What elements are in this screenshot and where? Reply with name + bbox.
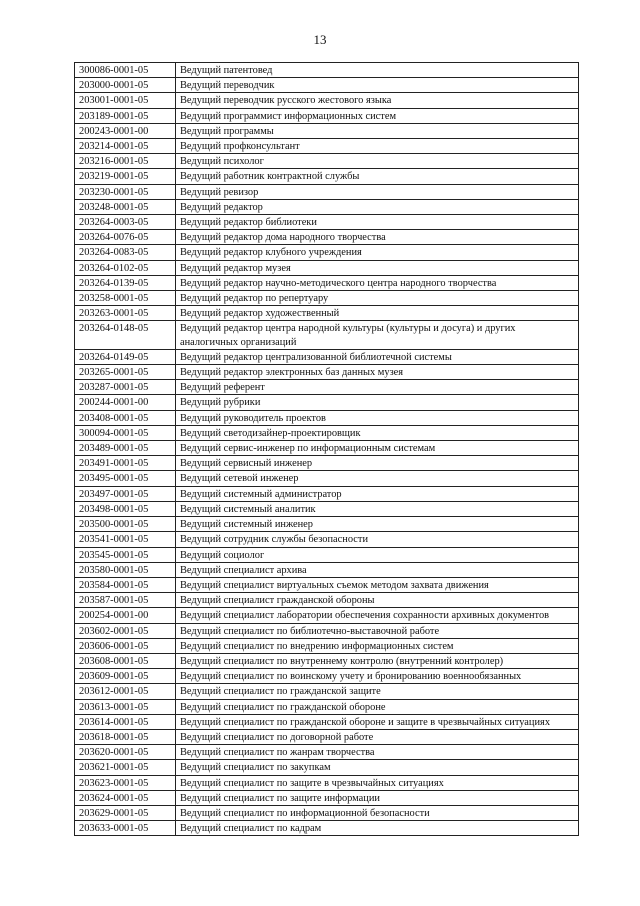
table-row <box>75 593 579 608</box>
occupation-code: 203545-0001-05 <box>75 547 176 562</box>
occupation-title: Ведущий рубрики <box>176 395 579 410</box>
table-row <box>75 260 579 275</box>
table-row <box>75 653 579 668</box>
table-row <box>75 608 579 623</box>
occupation-title: Ведущий ревизор <box>176 184 579 199</box>
occupation-code: 203219-0001-05 <box>75 169 176 184</box>
occupation-code: 200244-0001-00 <box>75 395 176 410</box>
occupation-title: Ведущий системный администратор <box>176 486 579 501</box>
table-row <box>75 729 579 744</box>
table-row <box>75 471 579 486</box>
occupation-title: Ведущий специалист лаборатории обеспечения сохранности архивных документов <box>176 608 579 623</box>
occupation-code: 203541-0001-05 <box>75 532 176 547</box>
table-row <box>75 714 579 729</box>
occupation-title: Ведущий сетевой инженер <box>176 471 579 486</box>
table-row <box>75 456 579 471</box>
occupation-title: Ведущий специалист архива <box>176 562 579 577</box>
occupation-code: 203264-0139-05 <box>75 275 176 290</box>
occupation-code: 203613-0001-05 <box>75 699 176 714</box>
occupation-title: Ведущий редактор научно-методического центра народного творчества <box>176 275 579 290</box>
occupation-code: 203263-0001-05 <box>75 306 176 321</box>
table-row <box>75 441 579 456</box>
table-row <box>75 638 579 653</box>
occupation-code: 203489-0001-05 <box>75 441 176 456</box>
occupation-title: Ведущий специалист по жанрам творчества <box>176 745 579 760</box>
occupation-code: 203623-0001-05 <box>75 775 176 790</box>
occupation-code: 203258-0001-05 <box>75 291 176 306</box>
occupation-code: 203614-0001-05 <box>75 714 176 729</box>
occupation-title: Ведущий системный инженер <box>176 517 579 532</box>
occupation-title: Ведущий специалист гражданской обороны <box>176 593 579 608</box>
occupation-title: Ведущий редактор <box>176 199 579 214</box>
occupation-title: Ведущий руководитель проектов <box>176 410 579 425</box>
occupation-code: 203264-0083-05 <box>75 245 176 260</box>
occupation-title: Ведущий редактор центра народной культуры (культуры и досуга) и других аналогичных организаций <box>176 321 579 349</box>
occupation-code: 203602-0001-05 <box>75 623 176 638</box>
occupation-code: 203189-0001-05 <box>75 108 176 123</box>
occupation-title: Ведущий редактор дома народного творчества <box>176 230 579 245</box>
occupation-code: 203612-0001-05 <box>75 684 176 699</box>
table-row <box>75 760 579 775</box>
occupation-code: 203216-0001-05 <box>75 154 176 169</box>
occupation-title: Ведущий работник контрактной службы <box>176 169 579 184</box>
occupation-title: Ведущий специалист по библиотечно-выставочной работе <box>176 623 579 638</box>
occupation-title: Ведущий специалист по внутреннему контролю (внутренний контролер) <box>176 653 579 668</box>
occupation-title: Ведущий сервис-инженер по информационным системам <box>176 441 579 456</box>
occupation-title: Ведущий психолог <box>176 154 579 169</box>
occupation-code: 300086-0001-05 <box>75 63 176 78</box>
table-row <box>75 184 579 199</box>
occupation-code: 203608-0001-05 <box>75 653 176 668</box>
occupation-code: 203248-0001-05 <box>75 199 176 214</box>
table-row <box>75 78 579 93</box>
table-body <box>75 63 579 836</box>
table-row <box>75 349 579 364</box>
occupation-title: Ведущий сотрудник службы безопасности <box>176 532 579 547</box>
table-row <box>75 577 579 592</box>
occupation-code: 203264-0003-05 <box>75 215 176 230</box>
occupation-title: Ведущий системный аналитик <box>176 501 579 516</box>
occupation-code: 203497-0001-05 <box>75 486 176 501</box>
occupation-title: Ведущий патентовед <box>176 63 579 78</box>
occupation-title: Ведущий специалист по гражданской обороне <box>176 699 579 714</box>
occupation-code: 203264-0102-05 <box>75 260 176 275</box>
occupation-title: Ведущий специалист по информационной безопасности <box>176 805 579 820</box>
occupation-code: 203214-0001-05 <box>75 139 176 154</box>
occupation-title: Ведущий специалист по гражданской защите <box>176 684 579 699</box>
occupation-code: 203495-0001-05 <box>75 471 176 486</box>
occupation-code: 203633-0001-05 <box>75 821 176 836</box>
occupation-code: 203000-0001-05 <box>75 78 176 93</box>
table-row <box>75 745 579 760</box>
occupation-code: 203498-0001-05 <box>75 501 176 516</box>
table-row <box>75 669 579 684</box>
page-number: 13 <box>313 32 327 47</box>
table-row <box>75 306 579 321</box>
occupation-title: Ведущий специалист виртуальных съемок методом захвата движения <box>176 577 579 592</box>
table-row <box>75 123 579 138</box>
occupation-code: 203491-0001-05 <box>75 456 176 471</box>
occupation-code: 203580-0001-05 <box>75 562 176 577</box>
table-row <box>75 230 579 245</box>
occupation-title: Ведущий специалист по защите в чрезвычайных ситуациях <box>176 775 579 790</box>
occupation-title: Ведущий специалист по кадрам <box>176 821 579 836</box>
occupation-title: Ведущий редактор клубного учреждения <box>176 245 579 260</box>
occupation-code: 200254-0001-00 <box>75 608 176 623</box>
table-row <box>75 486 579 501</box>
table-row <box>75 215 579 230</box>
table-row <box>75 365 579 380</box>
table-row <box>75 790 579 805</box>
occupation-title: Ведущий специалист по закупкам <box>176 760 579 775</box>
table-row <box>75 321 579 349</box>
occupation-title: Ведущий специалист по воинскому учету и бронированию военнообязанных <box>176 669 579 684</box>
table-row <box>75 108 579 123</box>
table-row <box>75 395 579 410</box>
occupation-title: Ведущий программы <box>176 123 579 138</box>
table-row <box>75 547 579 562</box>
occupation-title: Ведущий редактор централизованной библиотечной системы <box>176 349 579 364</box>
occupation-code: 203587-0001-05 <box>75 593 176 608</box>
table-row <box>75 63 579 78</box>
table-row <box>75 821 579 836</box>
occupation-title: Ведущий редактор художественный <box>176 306 579 321</box>
occupation-title: Ведущий специалист по внедрению информационных систем <box>176 638 579 653</box>
occupation-code: 203230-0001-05 <box>75 184 176 199</box>
table-row <box>75 805 579 820</box>
table-row <box>75 532 579 547</box>
occupation-title: Ведущий переводчик русского жестового языка <box>176 93 579 108</box>
occupation-title: Ведущий редактор музея <box>176 260 579 275</box>
occupation-code: 203609-0001-05 <box>75 669 176 684</box>
occupation-code: 203264-0076-05 <box>75 230 176 245</box>
occupation-title: Ведущий специалист по защите информации <box>176 790 579 805</box>
table-row <box>75 139 579 154</box>
occupation-code: 300094-0001-05 <box>75 425 176 440</box>
occupation-code: 203408-0001-05 <box>75 410 176 425</box>
occupation-code: 203620-0001-05 <box>75 745 176 760</box>
occupation-code: 203265-0001-05 <box>75 365 176 380</box>
occupation-title: Ведущий программист информационных систем <box>176 108 579 123</box>
table-row <box>75 291 579 306</box>
occupation-title: Ведущий редактор по репертуару <box>176 291 579 306</box>
occupation-title: Ведущий специалист по гражданской обороне и защите в чрезвычайных ситуациях <box>176 714 579 729</box>
table-row <box>75 562 579 577</box>
occupation-title: Ведущий редактор электронных баз данных музея <box>176 365 579 380</box>
occupation-code: 203500-0001-05 <box>75 517 176 532</box>
occupation-code: 203264-0149-05 <box>75 349 176 364</box>
table-row <box>75 93 579 108</box>
table-row <box>75 410 579 425</box>
occupation-title: Ведущий светодизайнер-проектировщик <box>176 425 579 440</box>
table-row <box>75 154 579 169</box>
table-row <box>75 275 579 290</box>
occupation-title: Ведущий переводчик <box>176 78 579 93</box>
occupation-code: 203584-0001-05 <box>75 577 176 592</box>
table-row <box>75 245 579 260</box>
occupation-table <box>74 62 579 836</box>
occupation-code: 200243-0001-00 <box>75 123 176 138</box>
occupation-code: 203624-0001-05 <box>75 790 176 805</box>
occupation-code: 203621-0001-05 <box>75 760 176 775</box>
table-row <box>75 169 579 184</box>
table-row <box>75 517 579 532</box>
occupation-title: Ведущий референт <box>176 380 579 395</box>
occupation-code: 203606-0001-05 <box>75 638 176 653</box>
table-row <box>75 684 579 699</box>
occupation-code: 203287-0001-05 <box>75 380 176 395</box>
table-row <box>75 199 579 214</box>
occupation-code: 203264-0148-05 <box>75 321 176 349</box>
table-row <box>75 380 579 395</box>
table-row <box>75 699 579 714</box>
table-row <box>75 425 579 440</box>
occupation-title: Ведущий профконсультант <box>176 139 579 154</box>
occupation-title: Ведущий редактор библиотеки <box>176 215 579 230</box>
occupation-title: Ведущий специалист по договорной работе <box>176 729 579 744</box>
table-row <box>75 775 579 790</box>
occupation-code: 203618-0001-05 <box>75 729 176 744</box>
table-row <box>75 623 579 638</box>
occupation-title: Ведущий сервисный инженер <box>176 456 579 471</box>
occupation-code: 203001-0001-05 <box>75 93 176 108</box>
occupation-title: Ведущий социолог <box>176 547 579 562</box>
table-row <box>75 501 579 516</box>
occupation-code: 203629-0001-05 <box>75 805 176 820</box>
